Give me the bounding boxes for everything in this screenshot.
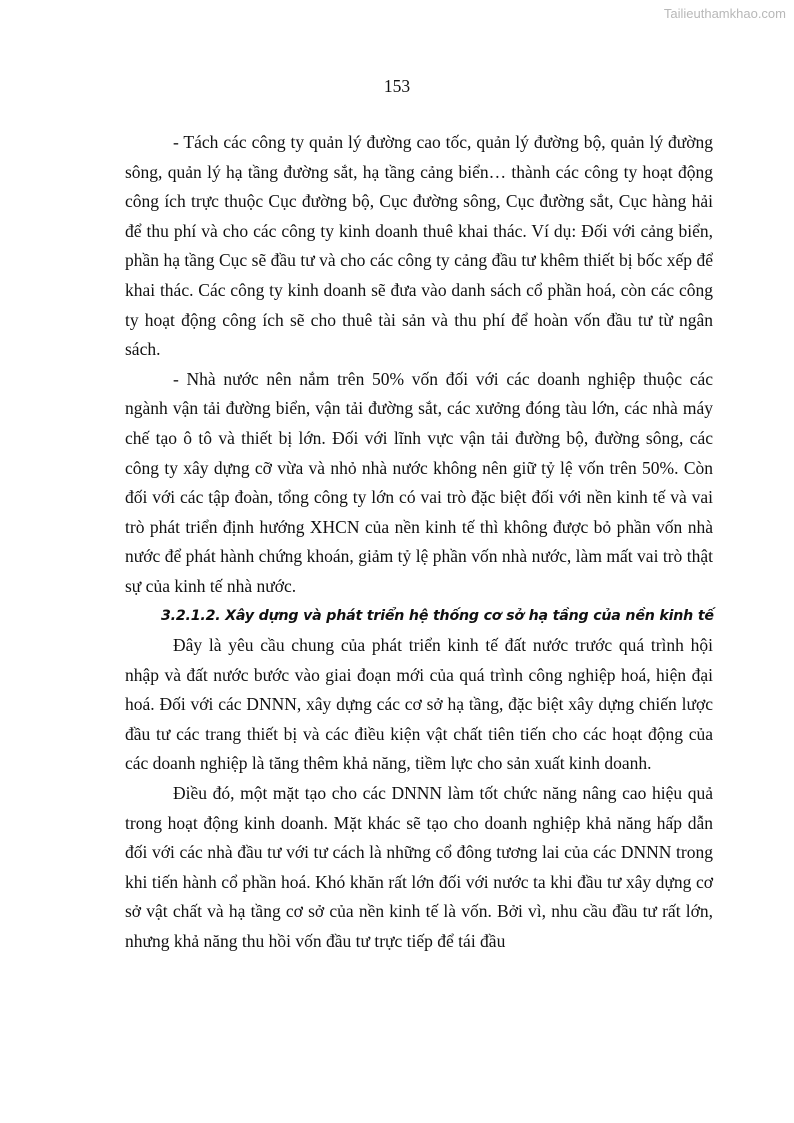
paragraph-infrastructure-requirement: Đây là yêu cầu chung của phát triển kinh tế đất nước trước quá trình hội nhập và đất nước bước vào giai đoạn mới của quá trình công nghiệp hoá, hiện đại hoá. Đối với các DNNN, xây dựng các cơ sở hạ tầng, đặc biệt xây dựng chiến lược đầu tư các trang thiết bị và các điều kiện vật chất tiên tiến cho các hoạt động của các doanh nghiệp là tăng thêm khả năng, tiềm lực cho sản xuất kinh doanh. xyxy=(125,635,713,774)
document-body xyxy=(125,128,713,957)
paragraph-state-ownership: - Nhà nước nên nắm trên 50% vốn đối với các doanh nghiệp thuộc các ngành vận tải đường biển, vận tải đường sắt, các xưởng đóng tàu lớn, các nhà máy chế tạo ô tô và thiết bị lớn. Đối với lĩnh vực vận tải đường bộ, đường sông, các công ty xây dựng cỡ vừa và nhỏ nhà nước không nên giữ tỷ lệ vốn trên 50%. Còn đối với các tập đoàn, tổng công ty lớn có vai trò đặc biệt đối với nền kinh tế và vai trò phát triển định hướng XHCN của nền kinh tế thì không được bỏ phần vốn nhà nước để phát hành chứng khoán, giảm tỷ lệ phần vốn nhà nước, làm mất vai trò thật sự của kinh tế nhà nước. xyxy=(125,368,713,596)
section-heading: 3.2.1.2. Xây dựng và phát triển hệ thống cơ sở hạ tầng của nền kinh tế xyxy=(161,607,714,624)
watermark-text: Tailieuthamkhao.com xyxy=(663,6,786,21)
paragraph-separate-companies: - Tách các công ty quản lý đường cao tốc, quản lý đường bộ, quản lý đường sông, quản lý hạ tầng đường sắt, hạ tầng cảng biển… thành các công ty hoạt động công ích trực thuộc Cục đường bộ, Cục đường sông, Cục đường sắt, Cục hàng hải để thu phí và cho các công ty kinh doanh thuê khai thác. Ví dụ: Đối với cảng biển, phần hạ tầng Cục sẽ đầu tư và cho các công ty cảng đầu tư khêm thiết bị bốc xếp để khai thác. Các công ty kinh doanh sẽ đưa vào danh sách cổ phần hoá, còn các công ty hoạt động công ích sẽ cho thuê tài sản và thu phí để hoàn vốn đầu tư từ ngân sách. xyxy=(125,132,713,360)
page-number: 153 xyxy=(383,76,411,96)
paragraph-efficiency-and-capital: Điều đó, một mặt tạo cho các DNNN làm tốt chức năng nâng cao hiệu quả trong hoạt động kinh doanh. Mặt khác sẽ tạo cho doanh nghiệp khả năng hấp dẫn đối với các nhà đầu tư với tư cách là những cổ đông tương lai của các DNNN trong khi tiến hành cổ phần hoá. Khó khăn rất lớn đối với nước ta khi đầu tư xây dựng cơ sở vật chất và hạ tầng cơ sở của nền kinh tế là vốn. Bởi vì, nhu cầu đầu tư rất lớn, nhưng khả năng thu hồi vốn đầu tư trực tiếp để tái đầu xyxy=(125,783,713,952)
